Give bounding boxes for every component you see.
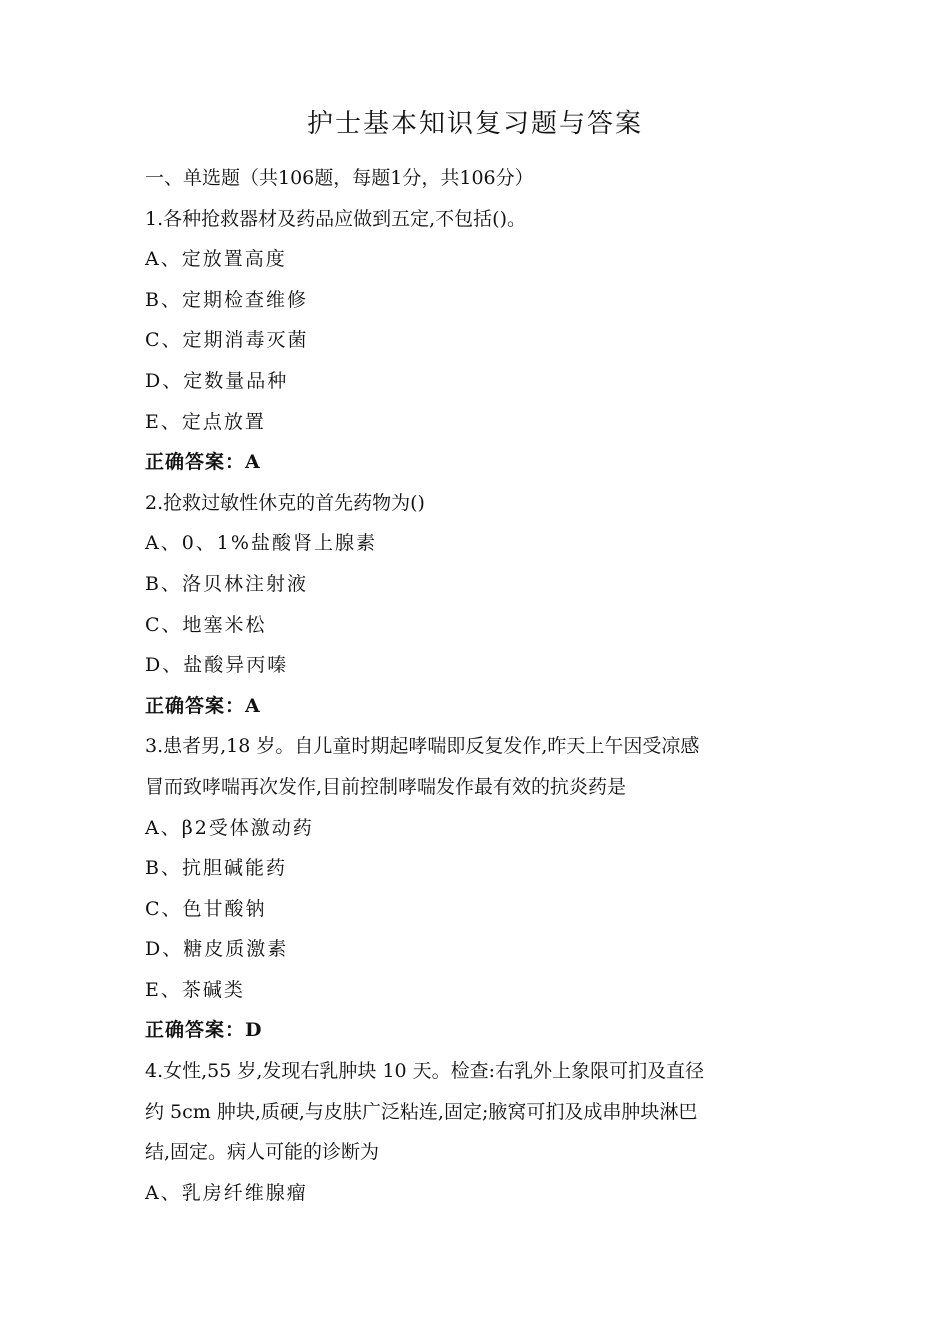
- question-stem-line: 4.女性,55 岁,发现右乳肿块 10 天。检查:右乳外上象限可扪及直径: [145, 1060, 705, 1083]
- correct-answer: [145, 1010, 815, 1051]
- question-option: A、β2受体激动药: [145, 816, 314, 839]
- question-option: A、乳房纤维腺瘤: [145, 1181, 308, 1204]
- correct-answer: [145, 442, 815, 483]
- question-stem-line: 结,固定。病人可能的诊断为: [145, 1141, 380, 1164]
- question-option: A、0、1%盐酸肾上腺素: [145, 532, 377, 555]
- answer-value: A: [245, 451, 261, 474]
- question-option: E、定点放置: [145, 410, 266, 433]
- question-option: E、茶碱类: [145, 978, 245, 1001]
- question-stem-line: 3.患者男,18 岁。自儿童时期起哮喘即反复发作,昨天上午因受凉感: [145, 735, 700, 758]
- document-body: [145, 158, 815, 1213]
- question-option: B、洛贝林注射液: [145, 572, 308, 595]
- question-option: D、定数量品种: [145, 369, 289, 392]
- question-option: C、色甘酸钠: [145, 897, 267, 920]
- question-option: B、定期检查维修: [145, 288, 308, 311]
- answer-label: 正确答案：: [145, 1019, 246, 1042]
- document-title: 护士基本知识复习题与答案: [306, 109, 643, 139]
- question-stem: 1.各种抢救器材及药品应做到五定,不包括()。: [145, 207, 526, 230]
- question-option: D、糖皮质激素: [145, 938, 289, 961]
- question-stem-line: 约 5cm 肿块,质硬,与皮肤广泛粘连,固定;腋窝可扪及成串肿块淋巴: [145, 1100, 698, 1123]
- question-option: C、地塞米松: [145, 613, 267, 636]
- answer-value: A: [245, 694, 261, 717]
- question-stem-line: 冒而致哮喘再次发作,目前控制哮喘发作最有效的抗炎药是: [145, 775, 627, 798]
- section-header: 一、单选题（共106题，每题1分，共106分）: [145, 167, 534, 189]
- question-option: B、抗胆碱能药: [145, 857, 287, 880]
- question-option: A、定放置高度: [145, 248, 287, 271]
- correct-answer: [145, 686, 815, 727]
- question-stem: 2.抢救过敏性休克的首先药物为(): [145, 491, 425, 514]
- answer-label: 正确答案：: [145, 694, 246, 717]
- answer-value: D: [245, 1019, 263, 1042]
- question-option: D、盐酸异丙嗪: [145, 654, 289, 677]
- question-option: C、定期消毒灭菌: [145, 329, 309, 352]
- answer-label: 正确答案：: [145, 451, 246, 474]
